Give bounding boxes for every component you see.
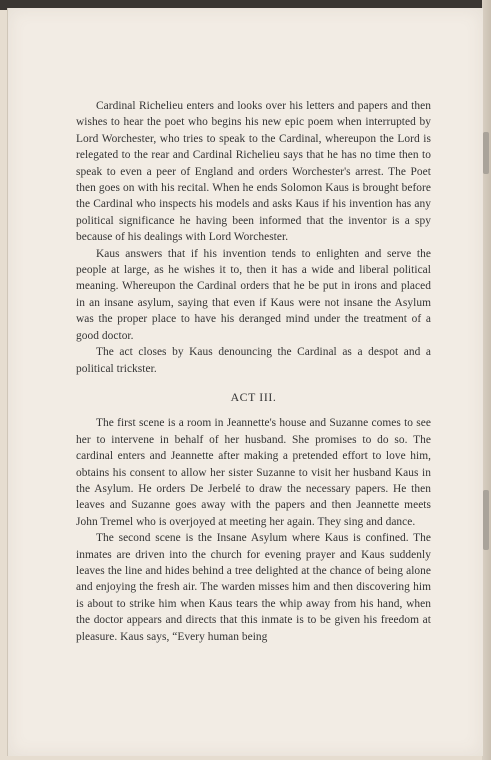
- paragraph-second-scene: The second scene is the Insane Asylum where Kaus is confined. The inmates are driven into the church for evening prayer and Kaus suddenly leaves the line and hides behind a tree delighted at the chance of being alone and enjoying the fresh air. The warden misses him and then discovering him is about to strike him when Kaus tears the whip away from his hand, when the doctor appears and directs that this inmate is to be given his freedom at pleasure. Kaus says, “Every human being: [76, 532, 431, 643]
- paragraph-first-scene: The first scene is a room in Jeannette's house and Suzanne comes to see her to intervene in behalf of her husband. She promises to do so. The cardinal enters and Jeannette after making a pretended effort to love him, obtains his consent to allow her sister Suzanne to visit her husband Kaus in the Asylum. He orders De Jerbelé to draw the necessary papers. He then leaves and Suzanne goes away with the papers and then Jeannette meets John Tremel who is overjoyed at meeting her again. They sing and dance.: [76, 417, 431, 528]
- paragraph-cardinal-enters: Cardinal Richelieu enters and looks over his letters and papers and then wishes to hear the poet who begins his new epic poem when interrupted by Lord Worchester, who tries to speak to the Cardinal, whereupon the Lord is relegated to the rear and Cardinal Richelieu says that he has no time then to speak to even a peer of England and orders Worchester's arrest. The Poet then goes on with his recital. When he ends Solomon Kaus is brought before the Cardinal who inspects his models and asks Kaus if his invention has any political significance he having been informed that the inventor is a spy because of his dealings with Lord Worchester.: [76, 100, 431, 244]
- paragraph-act-closes: The act closes by Kaus denouncing the Cardinal as a despot and a political trickster.: [76, 346, 431, 375]
- act-heading: ACT III.: [230, 389, 277, 404]
- body-text: [76, 98, 431, 645]
- staple-upper: [483, 132, 489, 174]
- page-spine: [482, 0, 491, 760]
- staple-lower: [483, 490, 489, 550]
- paragraph-kaus-answers: Kaus answers that if his invention tends to enlighten and serve the people at large, as he wishes it to, then it has a wide and liberal political meaning. Whereupon the Cardinal orders that he be put in irons and placed in an insane asylum, saying that even if Kaus were not insane the Asylum was the proper place to have his deranged mind under the treatment of a good doctor.: [76, 247, 431, 342]
